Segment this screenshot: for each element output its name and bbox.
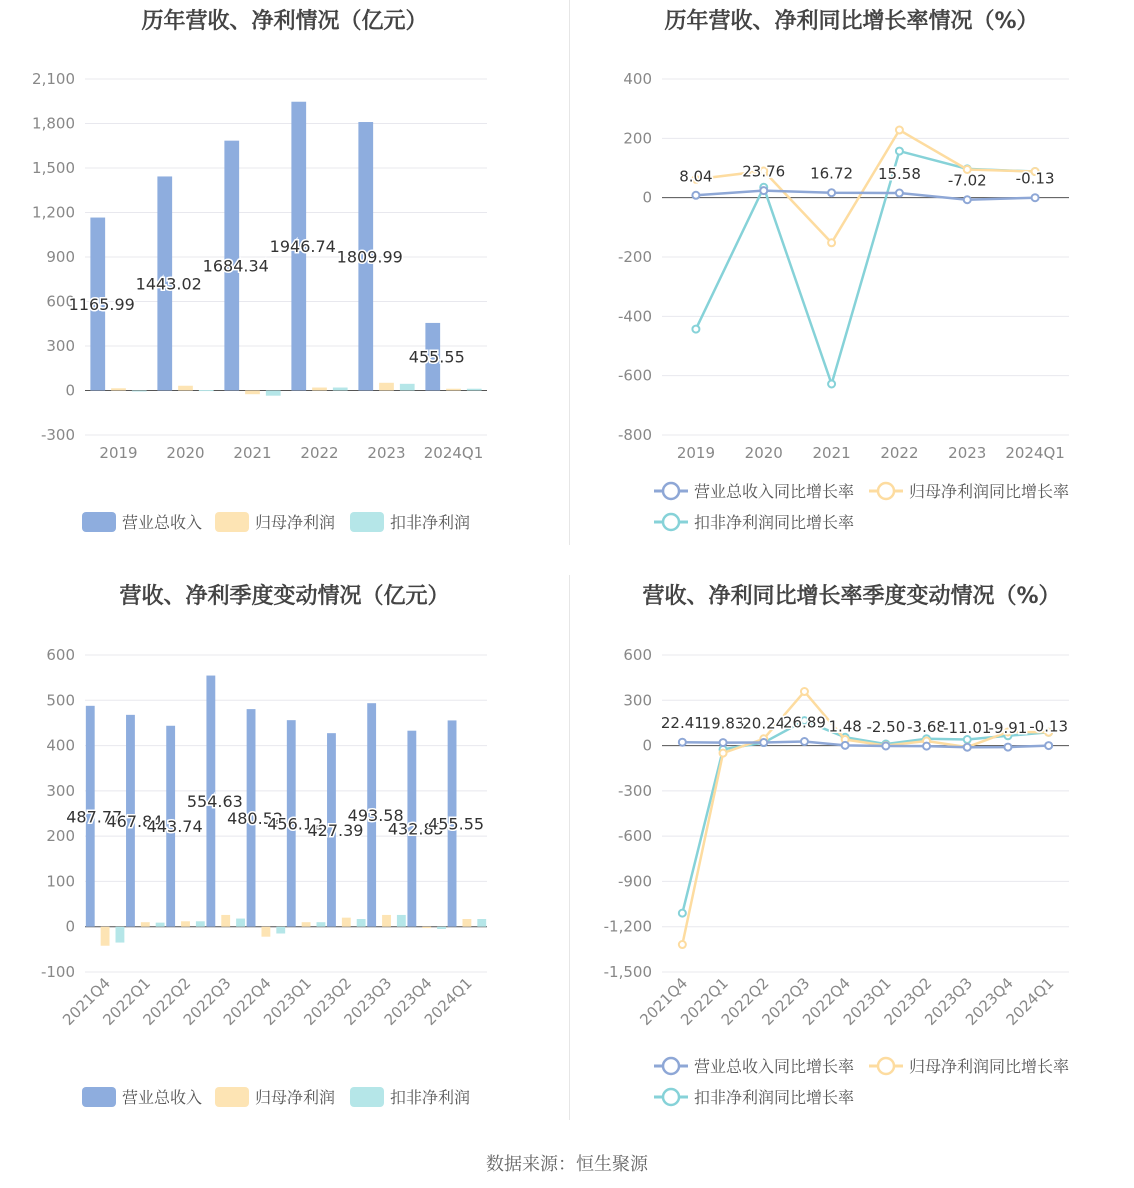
x-tick-label: 2023Q3 xyxy=(921,974,977,1029)
data-point xyxy=(801,738,808,745)
x-tick-label: 2021 xyxy=(233,444,272,462)
data-label: 493.58 xyxy=(347,805,404,825)
data-point xyxy=(679,941,686,948)
data-source: 数据来源：恒生聚源 xyxy=(486,1154,648,1175)
bar-net-profit xyxy=(462,919,471,927)
data-label: -2.50 xyxy=(866,717,906,736)
x-tick-label: 2022Q1 xyxy=(99,974,155,1029)
data-label: 1946.74 xyxy=(269,237,336,257)
y-tick-label: -100 xyxy=(40,963,75,981)
data-point xyxy=(896,190,903,197)
bar-net-profit xyxy=(342,918,351,927)
x-tick-label: 2022Q4 xyxy=(219,974,275,1029)
data-point xyxy=(842,742,849,749)
bar-deducted-profit xyxy=(236,919,245,927)
data-point xyxy=(828,189,835,196)
y-tick-label: 0 xyxy=(642,736,652,755)
y-tick-label: 600 xyxy=(46,646,75,664)
chart-title: 历年营收、净利情况（亿元） xyxy=(141,9,428,34)
bar-net-profit xyxy=(422,927,431,928)
bar-deducted-profit xyxy=(132,391,147,392)
data-point xyxy=(760,739,767,746)
quarter-bar-panel xyxy=(0,575,569,1135)
y-tick-label: -600 xyxy=(617,827,652,846)
y-tick-label: 900 xyxy=(46,248,75,266)
bar-deducted-profit xyxy=(397,915,406,927)
x-tick-label: 2024Q1 xyxy=(1002,974,1058,1029)
legend-label: 归母净利润同比增长率 xyxy=(909,1057,1070,1076)
legend-label: 营业总收入同比增长率 xyxy=(694,1057,855,1076)
data-label: 19.83 xyxy=(701,714,745,733)
bar-deducted-profit xyxy=(266,391,281,396)
y-tick-label: -400 xyxy=(617,307,652,326)
y-tick-label: 300 xyxy=(46,781,75,800)
legend-label: 归母净利润 xyxy=(255,513,336,532)
data-label: 1165.99 xyxy=(68,295,135,315)
chart-title: 历年营收、净利同比增长率情况（%） xyxy=(664,9,1039,34)
x-tick-label: 2021 xyxy=(812,444,851,462)
data-label: 554.63 xyxy=(186,792,243,812)
y-tick-label: 400 xyxy=(623,70,652,88)
x-tick-label: 2022Q3 xyxy=(179,974,235,1029)
data-label: 1809.99 xyxy=(336,247,403,267)
x-tick-label: 2023Q4 xyxy=(961,974,1017,1029)
y-tick-label: 1,200 xyxy=(32,203,75,222)
legend-label: 扣非净利润 xyxy=(390,1088,471,1107)
y-tick-label: 0 xyxy=(642,188,652,207)
bar-net-profit xyxy=(111,388,126,390)
y-tick-label: -300 xyxy=(617,781,652,800)
divider-bottom xyxy=(569,575,570,1120)
y-tick-label: -900 xyxy=(617,872,652,891)
divider-top xyxy=(569,0,570,545)
x-tick-label: 2020 xyxy=(166,444,205,462)
bar-net-profit xyxy=(312,388,327,391)
x-tick-label: 2022Q4 xyxy=(799,974,854,1029)
y-tick-label: 200 xyxy=(623,129,652,148)
data-label: 487.77 xyxy=(66,807,123,827)
data-label: 1684.34 xyxy=(202,256,269,276)
legend-swatch xyxy=(215,512,249,532)
x-tick-label: 2024Q1 xyxy=(420,974,476,1029)
legend-label: 扣非净利润同比增长率 xyxy=(694,1088,855,1107)
data-label: 22.41 xyxy=(660,714,704,733)
data-label: 456.12 xyxy=(267,814,324,834)
bar-deducted-profit xyxy=(400,384,415,391)
x-tick-label: 2023Q2 xyxy=(880,974,936,1029)
data-label: 467.84 xyxy=(106,811,163,831)
y-tick-label: 1,500 xyxy=(32,159,75,177)
y-tick-label: -600 xyxy=(617,366,652,385)
legend-label: 归母净利润同比增长率 xyxy=(909,482,1070,501)
data-label: 1443.02 xyxy=(135,274,202,294)
x-tick-label: 2022 xyxy=(880,444,919,462)
bar-net-profit xyxy=(221,915,230,927)
data-label: 8.04 xyxy=(679,167,713,186)
data-point xyxy=(964,196,971,203)
bar-net-profit xyxy=(446,389,461,391)
legend-marker xyxy=(663,514,679,530)
data-point xyxy=(692,326,699,333)
x-tick-label: 2022Q2 xyxy=(717,974,773,1029)
y-tick-label: 2,100 xyxy=(32,70,75,88)
data-point xyxy=(679,739,686,746)
bar-deducted-profit xyxy=(357,919,366,927)
data-label: 23.76 xyxy=(742,162,786,181)
y-tick-label: 600 xyxy=(623,646,652,664)
series-line xyxy=(696,191,1035,200)
data-point xyxy=(1045,742,1052,749)
data-label: 432.85 xyxy=(387,819,444,839)
bar-deducted-profit xyxy=(196,921,205,926)
x-tick-label: 2022Q2 xyxy=(139,974,195,1029)
legend-swatch xyxy=(350,512,384,532)
quarter-bar-chart xyxy=(0,575,569,1135)
data-point xyxy=(679,910,686,917)
legend-swatch xyxy=(350,1087,384,1107)
legend-label: 营业总收入 xyxy=(122,513,203,532)
x-tick-label: 2024Q1 xyxy=(423,444,484,462)
bar-net-profit xyxy=(245,391,260,395)
y-tick-label: 300 xyxy=(623,691,652,710)
y-tick-label: 300 xyxy=(46,337,75,355)
x-tick-label: 2023Q3 xyxy=(340,974,396,1029)
legend-marker xyxy=(663,483,679,499)
data-point xyxy=(923,743,930,750)
data-point xyxy=(801,688,808,695)
y-tick-label: -1,500 xyxy=(603,963,652,981)
x-tick-label: 2019 xyxy=(99,444,138,462)
y-tick-label: 0 xyxy=(65,381,75,400)
legend-label: 扣非净利润同比增长率 xyxy=(694,513,855,532)
data-point xyxy=(828,239,835,246)
chart-title: 营收、净利同比增长率季度变动情况（%） xyxy=(642,584,1061,609)
y-tick-label: 0 xyxy=(65,917,75,936)
data-point xyxy=(896,127,903,134)
y-tick-label: 500 xyxy=(46,691,75,710)
data-label: -9.91 xyxy=(988,719,1028,738)
y-tick-label: 400 xyxy=(46,736,75,755)
data-point xyxy=(1004,744,1011,751)
annual-bar-chart xyxy=(0,0,569,560)
x-tick-label: 2022Q3 xyxy=(758,974,814,1029)
bar-net-profit xyxy=(382,915,391,927)
data-label: -0.13 xyxy=(1029,717,1069,736)
x-tick-label: 2021Q4 xyxy=(59,974,114,1029)
data-label: 427.39 xyxy=(307,820,364,840)
y-tick-label: 100 xyxy=(46,872,75,891)
data-point xyxy=(1032,194,1039,201)
x-tick-label: 2021Q4 xyxy=(636,974,692,1029)
y-tick-label: -800 xyxy=(617,426,652,444)
annual-bar-panel xyxy=(0,0,569,560)
legend-label: 营业总收入 xyxy=(122,1088,203,1107)
data-point xyxy=(720,750,727,757)
legend-swatch xyxy=(215,1087,249,1107)
bar-deducted-profit xyxy=(437,927,446,929)
x-tick-label: 2023 xyxy=(948,444,987,462)
data-label: -3.68 xyxy=(907,718,946,737)
data-label: 20.24 xyxy=(742,714,786,733)
bar-deducted-profit xyxy=(156,923,165,927)
bar-deducted-profit xyxy=(116,927,125,943)
quarter-line-panel xyxy=(569,575,1134,1135)
y-tick-label: -1,200 xyxy=(603,917,652,936)
x-tick-label: 2023Q1 xyxy=(839,974,895,1029)
bar-deducted-profit xyxy=(477,919,486,927)
bar-deducted-profit xyxy=(467,389,482,391)
x-tick-label: 2019 xyxy=(676,444,716,462)
x-tick-label: 2023Q2 xyxy=(300,974,356,1029)
legend-label: 扣非净利润 xyxy=(390,513,471,532)
bar-net-profit xyxy=(178,386,193,391)
legend-marker xyxy=(663,1089,679,1105)
data-point xyxy=(896,148,903,155)
series-line xyxy=(682,721,1048,913)
y-tick-label: -300 xyxy=(40,426,75,444)
x-tick-label: 2022 xyxy=(300,444,339,462)
bar-net-profit xyxy=(181,921,190,926)
bar-net-profit xyxy=(141,922,150,927)
annual-line-chart xyxy=(569,0,1134,560)
data-label: 480.52 xyxy=(227,808,284,828)
quarter-line-chart xyxy=(569,575,1134,1135)
data-label: 1.48 xyxy=(828,717,862,736)
legend-marker xyxy=(663,1058,679,1074)
data-point xyxy=(720,739,727,746)
bar-deducted-profit xyxy=(276,927,285,934)
annual-line-panel xyxy=(569,0,1134,560)
y-tick-label: 1,800 xyxy=(32,114,75,133)
data-label: 26.89 xyxy=(782,713,826,732)
legend-marker xyxy=(878,1058,894,1074)
legend-marker xyxy=(878,483,894,499)
data-point xyxy=(964,744,971,751)
data-point xyxy=(692,192,699,199)
data-point xyxy=(760,187,767,194)
x-tick-label: 2024Q1 xyxy=(1005,444,1065,462)
y-tick-label: -200 xyxy=(617,248,652,266)
x-tick-label: 2022Q1 xyxy=(677,974,732,1029)
bar-deducted-profit xyxy=(317,922,326,927)
data-label: -0.13 xyxy=(1015,169,1055,188)
bar-net-profit xyxy=(101,927,110,946)
data-label: 455.55 xyxy=(428,814,485,834)
data-label: 15.58 xyxy=(877,165,921,184)
x-tick-label: 2023Q4 xyxy=(380,974,436,1029)
bar-deducted-profit xyxy=(333,388,348,391)
legend-swatch xyxy=(82,1087,116,1107)
data-label: -7.02 xyxy=(947,171,987,190)
x-tick-label: 2023 xyxy=(367,444,406,462)
legend-label: 营业总收入同比增长率 xyxy=(694,482,855,501)
y-tick-label: 200 xyxy=(46,827,75,846)
x-tick-label: 2023Q1 xyxy=(260,974,315,1029)
data-label: 455.55 xyxy=(408,347,465,367)
legend-swatch xyxy=(82,512,116,532)
legend-label: 归母净利润 xyxy=(255,1088,336,1107)
data-label: -11.01 xyxy=(943,719,992,738)
chart-title: 营收、净利季度变动情况（亿元） xyxy=(119,584,450,609)
y-tick-label: 600 xyxy=(46,292,75,311)
bar-net-profit xyxy=(261,927,270,937)
data-label: 16.72 xyxy=(810,164,854,183)
bar-deducted-profit xyxy=(199,390,214,391)
bar-net-profit xyxy=(302,922,311,927)
bar-net-profit xyxy=(379,383,394,391)
data-point xyxy=(882,742,889,749)
data-label: 443.74 xyxy=(146,817,203,837)
x-tick-label: 2020 xyxy=(744,444,783,462)
data-point xyxy=(828,380,835,387)
